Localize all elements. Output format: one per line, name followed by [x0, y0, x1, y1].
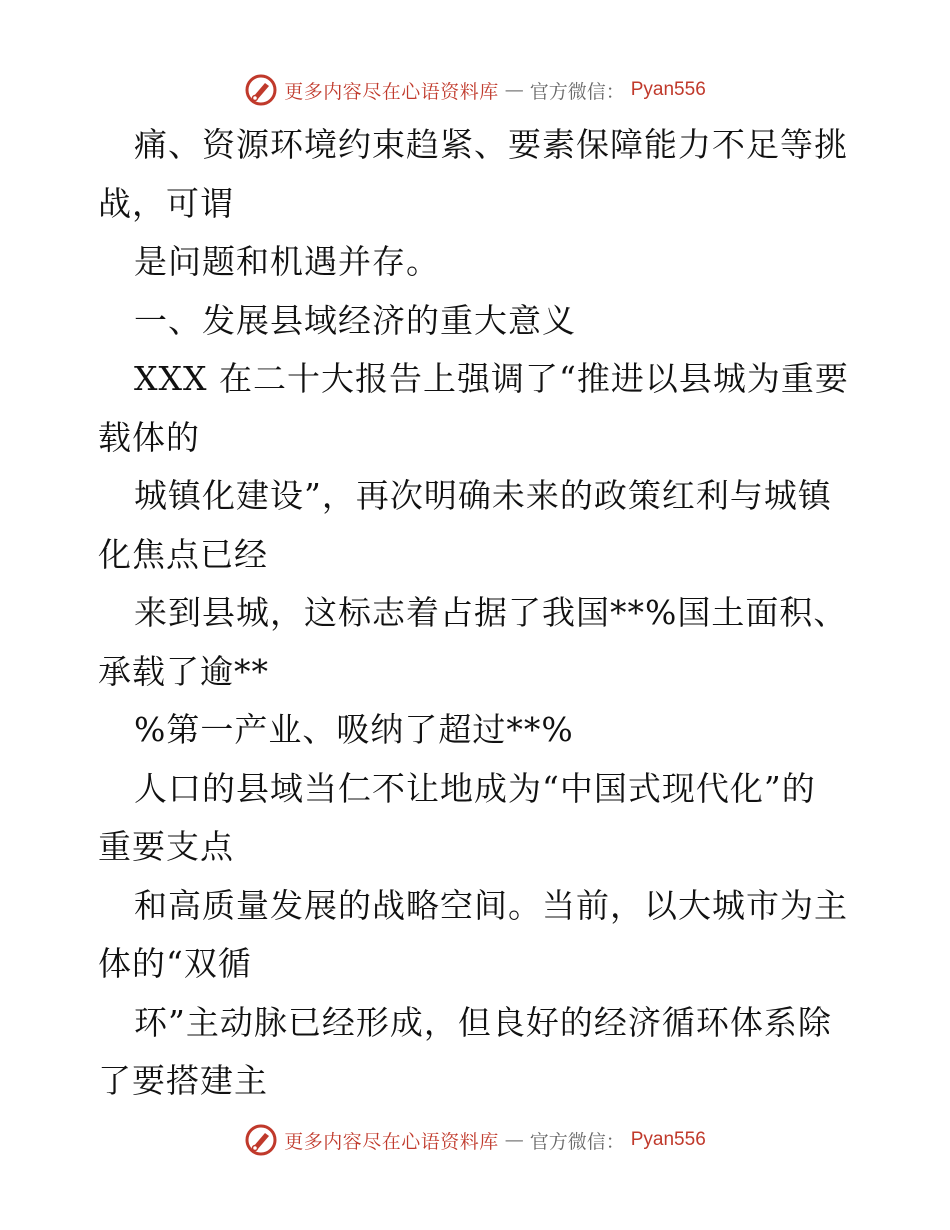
- watermark-brand: 更多内容尽在心语资料库: [284, 80, 499, 103]
- text-line: 痛、资源环境约束趋紧、要素保障能力不足等挑: [134, 125, 848, 164]
- watermark-separator: —: [504, 1129, 524, 1151]
- text-line: 了要搭建主: [98, 1061, 268, 1100]
- watermark-contact-label: 官方微信：: [529, 1130, 625, 1153]
- text-line: 来到县城，这标志着占据了我国**%国土面积、: [134, 593, 848, 632]
- text-line: 体的“双循: [98, 944, 252, 983]
- section-heading: 一、发展县域经济的重大意义: [134, 300, 576, 340]
- watermark-contact-label: 官方微信：: [529, 80, 625, 103]
- text-line: XXX 在二十大报告上强调了“推进以县城为重要: [134, 359, 849, 398]
- text-line: 重要支点: [98, 827, 234, 866]
- text-line: 城镇化建设”，再次明确未来的政策红利与城镇: [134, 476, 832, 515]
- text-line: 战，可谓: [98, 183, 234, 223]
- text-line: 化焦点已经: [98, 534, 268, 574]
- text-line: 人口的县域当仁不让地成为“中国式现代化”的: [134, 768, 816, 808]
- pen-logo-icon: [244, 1123, 278, 1157]
- text-line: 是问题和机遇并存。: [134, 242, 440, 281]
- text-line: %第一产业、吸纳了超过**%: [134, 710, 574, 749]
- document-body: [98, 116, 858, 1111]
- text-line: 环”主动脉已经形成，但良好的经济循环体系除: [134, 1002, 832, 1042]
- text-line: 和高质量发展的战略空间。当前，以大城市为主: [134, 885, 848, 925]
- text-line: 承载了逾**: [98, 651, 269, 691]
- watermark-contact-id: Pyan556: [630, 1129, 706, 1150]
- pen-logo-icon: [244, 73, 278, 107]
- header-watermark: [0, 70, 950, 110]
- watermark-brand: 更多内容尽在心语资料库: [284, 1130, 499, 1153]
- footer-watermark: [0, 1120, 950, 1160]
- watermark-contact-id: Pyan556: [630, 79, 706, 100]
- text-line: 载体的: [98, 417, 200, 457]
- watermark-separator: —: [504, 79, 524, 101]
